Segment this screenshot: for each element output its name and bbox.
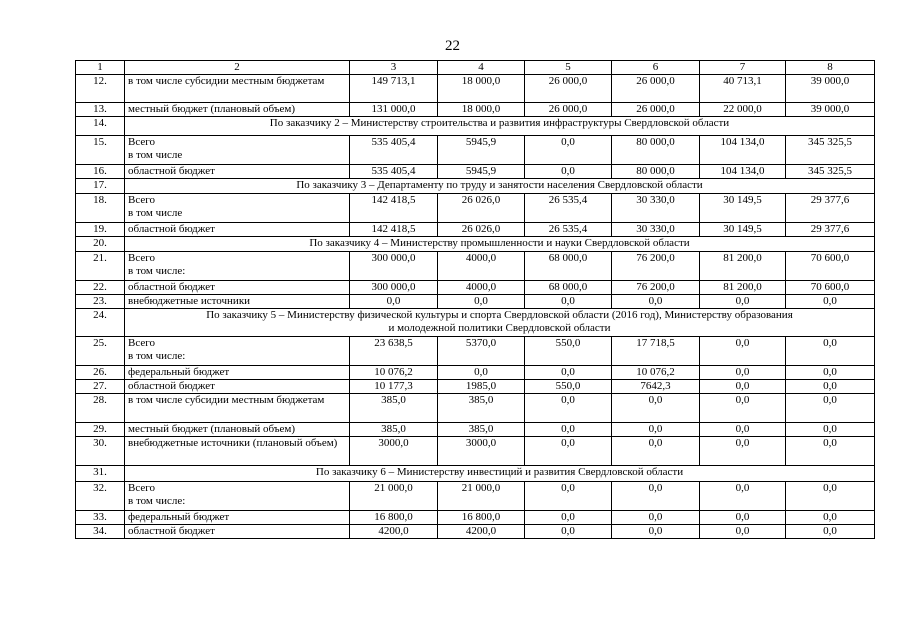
row-number: 29.: [76, 423, 125, 437]
value-cell: 26 000,0: [612, 75, 700, 103]
value-cell: 0,0: [525, 525, 612, 539]
value-cell: 550,0: [525, 380, 612, 394]
value-cell: 0,0: [612, 437, 700, 466]
value-cell: 0,0: [786, 437, 875, 466]
table-row: [76, 380, 875, 394]
value-cell: 26 000,0: [612, 103, 700, 117]
value-cell: 30 330,0: [612, 194, 700, 223]
value-cell: 0,0: [612, 511, 700, 525]
value-cell: 0,0: [700, 394, 786, 423]
table-body: [76, 61, 875, 539]
value-cell: 10 177,3: [350, 380, 438, 394]
table-row: [76, 366, 875, 380]
value-cell: 16 800,0: [350, 511, 438, 525]
value-cell: 0,0: [786, 380, 875, 394]
value-cell: 68 000,0: [525, 281, 612, 295]
row-number: 18.: [76, 194, 125, 223]
value-cell: 104 134,0: [700, 136, 786, 165]
value-cell: 0,0: [525, 511, 612, 525]
value-cell: 0,0: [700, 423, 786, 437]
value-cell: 0,0: [612, 525, 700, 539]
row-label: областной бюджет: [125, 281, 350, 295]
section-row: [76, 237, 875, 252]
row-number: 30.: [76, 437, 125, 466]
header-cell: 2: [125, 61, 350, 75]
row-label: Всего в том числе:: [125, 482, 350, 511]
section-row: [76, 179, 875, 194]
row-number: 25.: [76, 337, 125, 366]
value-cell: 21 000,0: [350, 482, 438, 511]
value-cell: 3000,0: [438, 437, 525, 466]
value-cell: 80 000,0: [612, 165, 700, 179]
value-cell: 0,0: [786, 337, 875, 366]
table-row: [76, 281, 875, 295]
value-cell: 68 000,0: [525, 252, 612, 281]
value-cell: 81 200,0: [700, 252, 786, 281]
table-row: [76, 194, 875, 223]
table-row: [76, 394, 875, 423]
value-cell: 0,0: [786, 366, 875, 380]
row-label: местный бюджет (плановый объем): [125, 103, 350, 117]
value-cell: 142 418,5: [350, 194, 438, 223]
value-cell: 26 026,0: [438, 223, 525, 237]
value-cell: 300 000,0: [350, 252, 438, 281]
row-label: Всего в том числе: [125, 136, 350, 165]
value-cell: 300 000,0: [350, 281, 438, 295]
section-title: По заказчику 4 – Министерству промышленности и науки Свердловской области: [125, 237, 875, 252]
row-number: 33.: [76, 511, 125, 525]
value-cell: 0,0: [612, 423, 700, 437]
value-cell: 385,0: [350, 423, 438, 437]
value-cell: 0,0: [700, 482, 786, 511]
value-cell: 0,0: [525, 295, 612, 309]
value-cell: 30 149,5: [700, 194, 786, 223]
row-label: в том числе субсидии местным бюджетам: [125, 75, 350, 103]
row-number: 32.: [76, 482, 125, 511]
value-cell: 0,0: [786, 394, 875, 423]
header-cell: 7: [700, 61, 786, 75]
value-cell: 16 800,0: [438, 511, 525, 525]
value-cell: 0,0: [700, 525, 786, 539]
value-cell: 5945,9: [438, 136, 525, 165]
row-label: федеральный бюджет: [125, 366, 350, 380]
row-number: 27.: [76, 380, 125, 394]
row-label: местный бюджет (плановый объем): [125, 423, 350, 437]
table-row: [76, 103, 875, 117]
section-title: По заказчику 5 – Министерству физической культуры и спорта Свердловской области (2016 год), Министерству образования и молодежной политики Свердловской области: [125, 309, 875, 337]
value-cell: 7642,3: [612, 380, 700, 394]
value-cell: 0,0: [700, 337, 786, 366]
value-cell: 26 535,4: [525, 194, 612, 223]
row-number: 24.: [76, 309, 125, 337]
value-cell: 0,0: [700, 380, 786, 394]
row-label: областной бюджет: [125, 525, 350, 539]
value-cell: 10 076,2: [350, 366, 438, 380]
value-cell: 0,0: [612, 482, 700, 511]
value-cell: 385,0: [438, 394, 525, 423]
row-label: внебюджетные источники (плановый объем): [125, 437, 350, 466]
row-number: 17.: [76, 179, 125, 194]
value-cell: 0,0: [700, 511, 786, 525]
value-cell: 3000,0: [350, 437, 438, 466]
table-row: [76, 136, 875, 165]
value-cell: 0,0: [786, 525, 875, 539]
value-cell: 0,0: [786, 511, 875, 525]
value-cell: 131 000,0: [350, 103, 438, 117]
row-label: областной бюджет: [125, 380, 350, 394]
row-number: 31.: [76, 466, 125, 482]
value-cell: 26 000,0: [525, 75, 612, 103]
row-number: 16.: [76, 165, 125, 179]
value-cell: 40 713,1: [700, 75, 786, 103]
row-label: областной бюджет: [125, 223, 350, 237]
value-cell: 30 149,5: [700, 223, 786, 237]
row-number: 34.: [76, 525, 125, 539]
value-cell: 535 405,4: [350, 165, 438, 179]
value-cell: 0,0: [438, 295, 525, 309]
row-number: 23.: [76, 295, 125, 309]
table-row: [76, 423, 875, 437]
value-cell: 0,0: [525, 136, 612, 165]
value-cell: 10 076,2: [612, 366, 700, 380]
section-row: [76, 117, 875, 136]
table-row: [76, 525, 875, 539]
value-cell: 0,0: [612, 394, 700, 423]
section-row: [76, 309, 875, 337]
row-label: внебюджетные источники: [125, 295, 350, 309]
value-cell: 76 200,0: [612, 252, 700, 281]
value-cell: 18 000,0: [438, 75, 525, 103]
value-cell: 5945,9: [438, 165, 525, 179]
section-row: [76, 466, 875, 482]
table-row: [76, 511, 875, 525]
row-label: Всего в том числе:: [125, 337, 350, 366]
value-cell: 149 713,1: [350, 75, 438, 103]
value-cell: 0,0: [438, 366, 525, 380]
value-cell: 18 000,0: [438, 103, 525, 117]
header-cell: 6: [612, 61, 700, 75]
header-cell: 5: [525, 61, 612, 75]
table-row: [76, 295, 875, 309]
value-cell: 22 000,0: [700, 103, 786, 117]
table-row: [76, 437, 875, 466]
table-row: [76, 252, 875, 281]
page-number: 22: [445, 38, 460, 54]
row-number: 15.: [76, 136, 125, 165]
table-row: [76, 337, 875, 366]
row-number: 12.: [76, 75, 125, 103]
value-cell: 5370,0: [438, 337, 525, 366]
value-cell: 0,0: [786, 482, 875, 511]
value-cell: 0,0: [700, 437, 786, 466]
value-cell: 104 134,0: [700, 165, 786, 179]
value-cell: 4200,0: [438, 525, 525, 539]
value-cell: 30 330,0: [612, 223, 700, 237]
row-label: Всего в том числе:: [125, 252, 350, 281]
row-label: Всего в том числе: [125, 194, 350, 223]
table-row: [76, 165, 875, 179]
value-cell: 0,0: [525, 423, 612, 437]
row-label: областной бюджет: [125, 165, 350, 179]
section-title: По заказчику 6 – Министерству инвестиций и развития Свердловской области: [125, 466, 875, 482]
table-header-row: [76, 61, 875, 75]
row-number: 28.: [76, 394, 125, 423]
value-cell: 0,0: [700, 295, 786, 309]
value-cell: 0,0: [700, 366, 786, 380]
row-number: 14.: [76, 117, 125, 136]
value-cell: 0,0: [525, 165, 612, 179]
row-number: 22.: [76, 281, 125, 295]
value-cell: 0,0: [525, 437, 612, 466]
header-cell: 3: [350, 61, 438, 75]
value-cell: 76 200,0: [612, 281, 700, 295]
table-row: [76, 223, 875, 237]
section-title: По заказчику 2 – Министерству строительства и развития инфраструктуры Свердловской области: [125, 117, 875, 136]
value-cell: 26 026,0: [438, 194, 525, 223]
budget-table: [75, 60, 875, 539]
value-cell: 80 000,0: [612, 136, 700, 165]
value-cell: 21 000,0: [438, 482, 525, 511]
value-cell: 29 377,6: [786, 223, 875, 237]
value-cell: 39 000,0: [786, 75, 875, 103]
value-cell: 26 535,4: [525, 223, 612, 237]
header-cell: 8: [786, 61, 875, 75]
value-cell: 81 200,0: [700, 281, 786, 295]
value-cell: 0,0: [786, 423, 875, 437]
row-label: федеральный бюджет: [125, 511, 350, 525]
value-cell: 385,0: [438, 423, 525, 437]
value-cell: 535 405,4: [350, 136, 438, 165]
value-cell: 1985,0: [438, 380, 525, 394]
value-cell: 70 600,0: [786, 252, 875, 281]
row-number: 13.: [76, 103, 125, 117]
value-cell: 39 000,0: [786, 103, 875, 117]
value-cell: 23 638,5: [350, 337, 438, 366]
header-cell: 1: [76, 61, 125, 75]
row-number: 19.: [76, 223, 125, 237]
value-cell: 4200,0: [350, 525, 438, 539]
table-row: [76, 482, 875, 511]
value-cell: 0,0: [612, 295, 700, 309]
value-cell: 385,0: [350, 394, 438, 423]
value-cell: 142 418,5: [350, 223, 438, 237]
row-number: 21.: [76, 252, 125, 281]
value-cell: 4000,0: [438, 281, 525, 295]
value-cell: 0,0: [350, 295, 438, 309]
value-cell: 345 325,5: [786, 165, 875, 179]
value-cell: 4000,0: [438, 252, 525, 281]
row-number: 20.: [76, 237, 125, 252]
value-cell: 26 000,0: [525, 103, 612, 117]
value-cell: 17 718,5: [612, 337, 700, 366]
value-cell: 29 377,6: [786, 194, 875, 223]
table-row: [76, 75, 875, 103]
row-number: 26.: [76, 366, 125, 380]
value-cell: 345 325,5: [786, 136, 875, 165]
value-cell: 0,0: [525, 366, 612, 380]
value-cell: 0,0: [525, 482, 612, 511]
row-label: в том числе субсидии местным бюджетам: [125, 394, 350, 423]
value-cell: 0,0: [525, 394, 612, 423]
section-title: По заказчику 3 – Департаменту по труду и занятости населения Свердловской области: [125, 179, 875, 194]
value-cell: 0,0: [786, 295, 875, 309]
header-cell: 4: [438, 61, 525, 75]
value-cell: 550,0: [525, 337, 612, 366]
value-cell: 70 600,0: [786, 281, 875, 295]
